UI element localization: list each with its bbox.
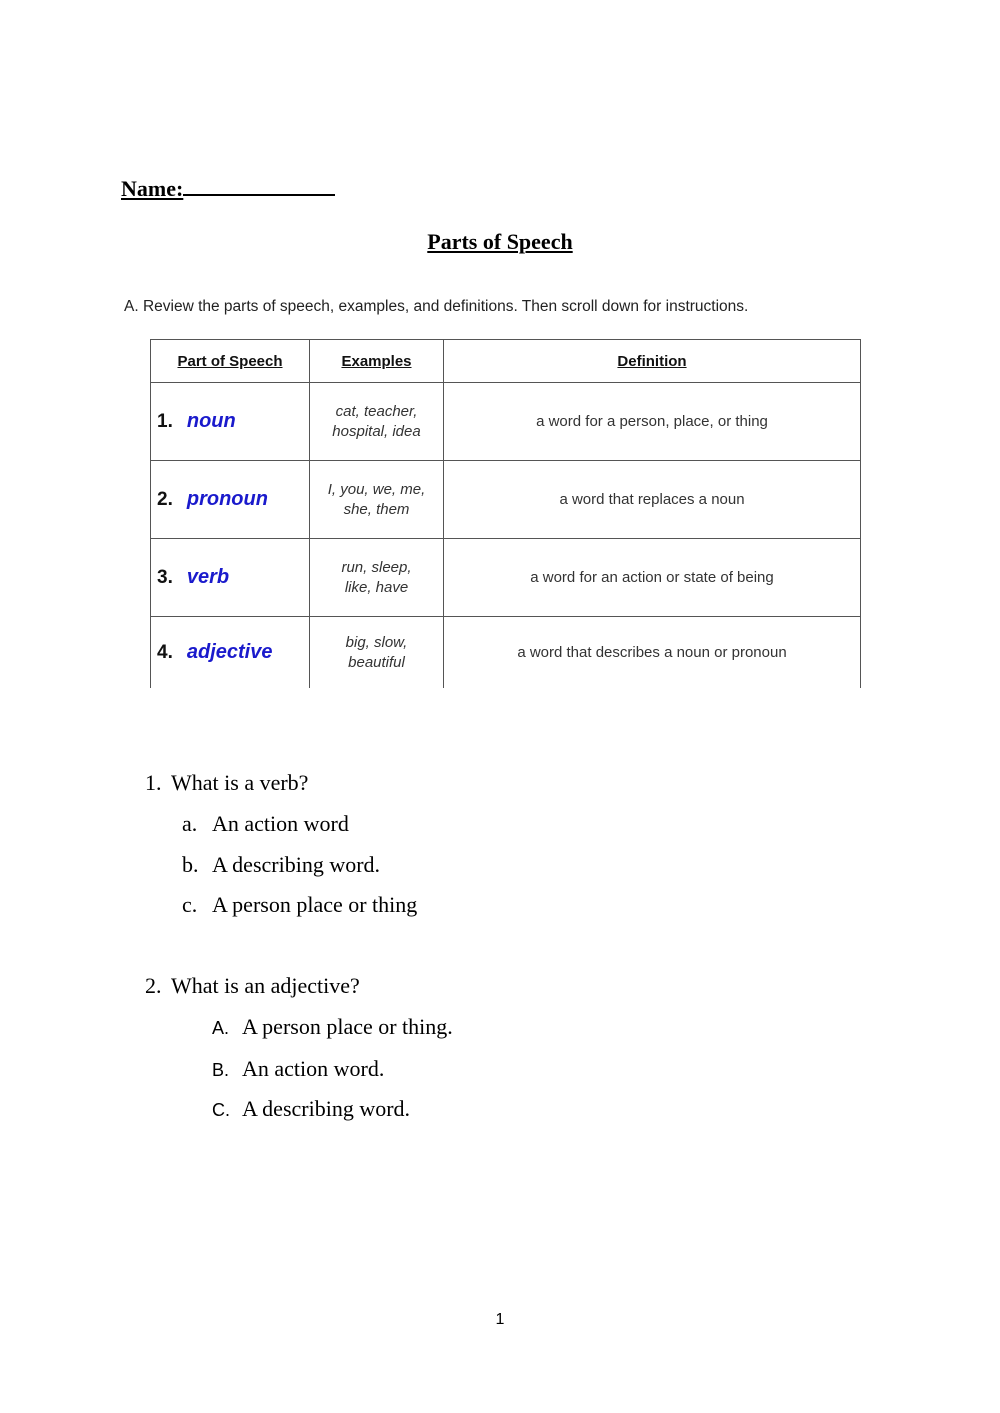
page-number: 1 (495, 1311, 505, 1328)
part-of-speech: noun (186, 410, 236, 432)
option-letter: A. (212, 1018, 230, 1038)
instructions: A. Review the parts of speech, examples, and definitions. Then scroll down for instructions. (124, 298, 749, 315)
header-part-of-speech: Part of Speech (151, 340, 310, 383)
option-text: An action word (212, 811, 349, 836)
part-of-speech: adjective (186, 641, 273, 663)
table-row (151, 461, 861, 539)
option-letter: C. (212, 1100, 230, 1120)
option-text: A person place or thing (212, 892, 418, 917)
definition: a word for an action or state of being (444, 539, 861, 617)
option-text: An action word. (242, 1056, 385, 1081)
table-row (151, 617, 861, 689)
definition: a word that replaces a noun (444, 461, 861, 539)
row-number: 1. (157, 411, 173, 432)
option-2a[interactable] (212, 1014, 453, 1040)
option-2c[interactable] (212, 1096, 411, 1122)
page-title: Parts of Speech (427, 229, 573, 254)
option-1a[interactable] (182, 811, 349, 837)
question-2 (145, 973, 360, 999)
parts-of-speech-table (150, 339, 861, 688)
table-row (151, 383, 861, 461)
option-text: A describing word. (242, 1096, 411, 1121)
examples-line: run, sleep, (341, 558, 412, 576)
question-text: What is a verb? (171, 770, 309, 795)
name-field[interactable] (121, 174, 335, 202)
examples-line: hospital, idea (332, 422, 421, 440)
option-letter: c. (182, 892, 198, 917)
part-of-speech: verb (186, 566, 230, 588)
row-number: 2. (157, 489, 173, 510)
examples-line: big, slow, (345, 633, 408, 651)
table-row (151, 539, 861, 617)
examples-line: cat, teacher, (335, 402, 418, 420)
table-header-row (151, 340, 861, 383)
option-letter: b. (182, 852, 199, 877)
header-examples: Examples (310, 340, 444, 383)
definition: a word for a person, place, or thing (444, 383, 861, 461)
examples-line: she, them (343, 500, 410, 518)
option-text: A person place or thing. (242, 1014, 453, 1039)
examples-line: beautiful (348, 653, 405, 671)
option-text: A describing word. (212, 852, 381, 877)
row-number: 3. (157, 567, 173, 588)
name-label: Name: (121, 176, 184, 201)
question-number: 1. (145, 770, 162, 795)
part-of-speech: pronoun (186, 488, 268, 510)
option-letter: a. (182, 811, 198, 836)
option-1c[interactable] (182, 892, 418, 918)
question-1 (145, 770, 308, 796)
question-text: What is an adjective? (171, 973, 360, 998)
name-blank[interactable] (183, 174, 335, 196)
question-number: 2. (145, 973, 162, 998)
option-1b[interactable] (182, 852, 381, 878)
option-2b[interactable] (212, 1056, 385, 1082)
examples-line: like, have (344, 578, 409, 596)
header-definition: Definition (444, 340, 861, 383)
examples-line: I, you, we, me, (327, 480, 426, 498)
row-number: 4. (157, 642, 173, 663)
option-letter: B. (212, 1060, 230, 1080)
definition: a word that describes a noun or pronoun (444, 617, 861, 689)
